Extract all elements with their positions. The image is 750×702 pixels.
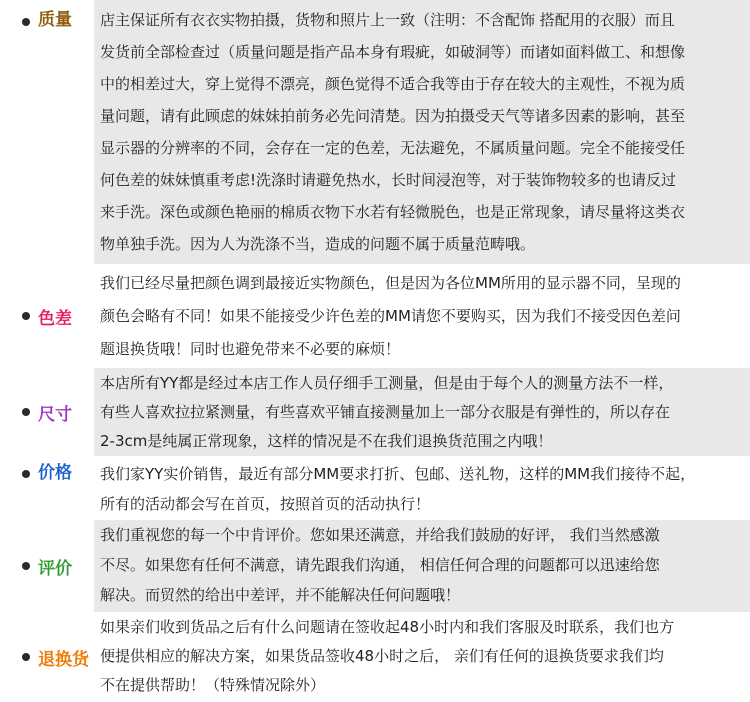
policy-label-cell: [0, 265, 94, 367]
policy-text-line: 发货前全部检查过（质量问题是指产品本身有瑕疵，如破洞等）而诸如面料做工、和想像: [100, 43, 686, 61]
policy-label-cell: [0, 520, 94, 612]
bullet-icon: [22, 562, 30, 570]
policy-row-review: [0, 520, 750, 613]
policy-text-size: [94, 368, 750, 456]
bullet-icon: [22, 653, 30, 661]
policy-label-cell: [0, 457, 94, 519]
policy-row-size: [0, 368, 750, 457]
policy-label-cell: [0, 0, 94, 264]
bullet-icon: [22, 18, 30, 26]
bullet-icon: [22, 312, 30, 320]
policy-text-line: 本店所有YY都是经过本店工作人员仔细手工测量，但是由于每个人的测量方法不一样，: [100, 374, 674, 392]
policy-text-line: 颜色会略有不同！如果不能接受少许色差的MM请您不要购买，因为我们不接受因色差问: [100, 307, 681, 325]
policy-row-quality: [0, 0, 750, 265]
policy-text-line: 来手洗。深色或颜色艳丽的棉质衣物下水若有轻微脱色，也是正常现象，请尽量将这类衣: [100, 203, 686, 221]
policy-text-line: 中的相差过大，穿上觉得不漂亮，颜色觉得不适合我等由于存在较大的主观性，不视为质: [100, 75, 686, 93]
policy-text-line: 我们重视您的每一个中肯评价。您如果还满意，并给我们鼓励的好评， 我们当然感激: [100, 526, 660, 544]
policy-label-return-exchange: 退换货: [38, 649, 89, 670]
policy-text-line: 物单独手洗。因为人为洗涤不当，造成的问题不属于质量范畴哦。: [100, 235, 536, 253]
policy-text-line: 量问题，请有此顾虑的妹妹拍前务必先问清楚。因为拍摄受天气等诸多因素的影响，甚至: [100, 107, 686, 125]
bullet-icon: [22, 408, 30, 416]
policy-text-line: 便提供相应的解决方案，如果货品签收48小时之后， 亲们有任何的退换货要求我们均: [100, 647, 664, 665]
policy-row-price: [0, 457, 750, 520]
bullet-icon: [22, 470, 30, 478]
policy-label-review: 评价: [38, 558, 72, 579]
policy-text-line: 不在提供帮助！（特殊情况除外）: [100, 676, 326, 694]
policy-row-color-difference: [0, 265, 750, 368]
policy-text-line: 2-3cm是纯属正常现象，这样的情况是不在我们退换货范围之内哦！: [100, 432, 553, 450]
policy-label-price: 价格: [38, 463, 72, 483]
policy-text-line: 所有的活动都会写在首页，按照首页的活动执行！: [100, 495, 431, 513]
policy-label-cell: [0, 613, 94, 701]
policy-text-line: 题退换货哦！同时也避免带来不必要的麻烦！: [100, 340, 401, 358]
policy-label-quality: 质量: [38, 10, 72, 30]
policy-text-line: 显示器的分辨率的不同，会存在一定的色差，无法避免，不属质量问题。完全不能接受任: [100, 139, 686, 157]
policy-text-line: 何色差的妹妹慎重考虑!洗涤时请避免热水，长时间浸泡等，对于装饰物较多的也请反过: [100, 171, 677, 189]
policy-text-line: 有些人喜欢拉拉紧测量，有些喜欢平铺直接测量加上一部分衣服是有弹性的，所以存在: [100, 403, 671, 421]
policy-text-color-difference: [94, 265, 750, 367]
policy-row-return-exchange: [0, 613, 750, 702]
policy-text-price: [94, 457, 750, 519]
policy-label-size: 尺寸: [38, 404, 72, 425]
policy-text-line: 店主保证所有衣衣实物拍摄，货物和照片上一致（注明：不含配饰 搭配用的衣服）而且: [100, 11, 675, 29]
policy-text-return-exchange: [94, 613, 750, 701]
policy-text-line: 不尽。如果您有任何不满意，请先跟我们沟通， 相信任何合理的问题都可以迅速给您: [100, 556, 660, 574]
policy-text-line: 解决。而贸然的给出中差评，并不能解决任何问题哦！: [100, 586, 461, 604]
policy-label-color-difference: 色差: [38, 308, 72, 329]
policy-label-cell: [0, 368, 94, 456]
policy-text-review: [94, 520, 750, 612]
policy-text-line: 如果亲们收到货品之后有什么问题请在签收起48小时内和我们客服及时联系，我们也方: [100, 618, 675, 636]
policy-text-quality: [94, 0, 750, 264]
policy-text-line: 我们已经尽量把颜色调到最接近实物颜色，但是因为各位MM所用的显示器不同，呈现的: [100, 274, 681, 292]
policy-text-line: 我们家YY实价销售，最近有部分MM要求打折、包邮、送礼物，这样的MM我们接待不起，: [100, 465, 696, 483]
